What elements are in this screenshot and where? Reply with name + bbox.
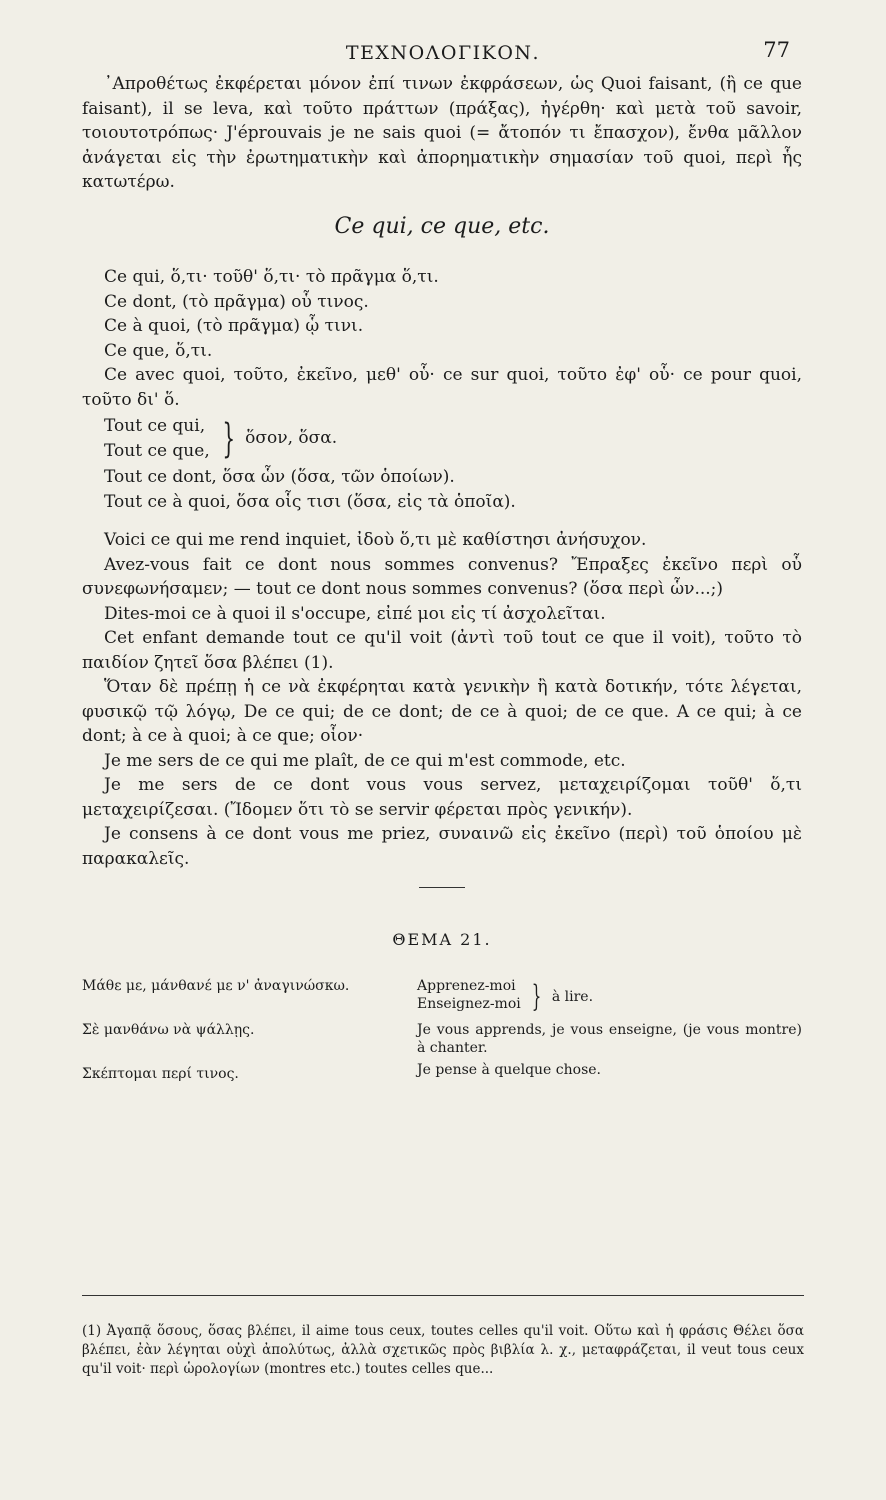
body-text xyxy=(82,72,802,1109)
ce-qui-list xyxy=(82,265,802,514)
list-item: Ce dont, (τὸ πρᾶγμα) οὗ τινος. xyxy=(104,291,369,312)
list-item: Ce qui, ὅ,τι· τοῦθ' ὅ,τι· τὸ πρᾶγμα ὅ,τι. xyxy=(104,267,439,287)
running-title: ΤΕΧΝΟΛΟΓΙΚΟΝ. xyxy=(345,42,541,64)
example-line: Je consens à ce dont vous me priez, συναινῶ εἰς ἐκεῖνο (περὶ) τοῦ ὁποίου μὲ παρακαλεῖς. xyxy=(82,824,802,869)
separator xyxy=(419,887,465,888)
exercise-table xyxy=(82,977,802,1109)
tout-ce-group xyxy=(82,414,802,463)
example-line: Ὅταν δὲ πρέπῃ ἡ ce νὰ ἐκφέρηται κατὰ γενικὴν ἢ κατὰ δοτικήν, τότε λέγεται, φυσικῷ τῷ λόγῳ, De ce qui; de ce dont; de ce à quoi; de ce que. A ce qui; à ce dont; à ce à quoi; à ce que; οἷον· xyxy=(82,677,802,746)
exercise-greek-line: Σὲ μανθάνω νὰ ψάλλῃς. xyxy=(82,1021,255,1038)
example-line: Je me sers de ce dont vous vous servez, μεταχειρίζομαι τοῦθ' ὅ,τι μεταχειρίζεσαι. (Ἴδομεν ὅτι τὸ se servir φέρεται πρὸς γενικήν). xyxy=(82,775,802,820)
avec-line: Ce avec quoi, τοῦτο, ἐκεῖνο, μεθ' οὗ· ce sur quoi, τοῦτο ἐφ' οὗ· ce pour quoi, τοῦτο δι' ὅ. xyxy=(82,365,802,410)
page-header xyxy=(0,38,886,68)
exercise-greek-column xyxy=(82,977,417,1109)
group-gloss: ὅσον, ὅσα. xyxy=(245,428,338,449)
intro-paragraph: ᾿Απροθέτως ἐκφέρεται μόνον ἐπί τινων ἐκφράσεων, ὡς Quoi faisant, (ἢ ce que faisant), il se leva, καὶ τοῦτο πράττων (πράξας), ἠγέρθη· καὶ μετὰ τοῦ savoir, τοιουτοτρόπως· J'éprouvais je ne sais quoi (= ἄτοπόν τι ἔπασχον), ἔνθα μᾶλλον ἀνάγεται εἰς τὴν ἐρωτηματικὴν καὶ ἀπορηματικὴν σημασίαν τοῦ quoi, περὶ ἧς κατωτέρω. xyxy=(82,74,802,192)
exercise-greek-line: Μάθε με, μάνθανέ με ν' ἀναγινώσκω. xyxy=(82,977,350,994)
list-item: Tout ce dont, ὅσα ὧν (ὅσα, τῶν ὁποίων). xyxy=(104,467,455,487)
brace-icon: } xyxy=(222,415,235,462)
exercise-title: ΘΕΜΑ 21. xyxy=(392,930,492,949)
exercise-greek-line: Σκέπτομαι περί τινος. xyxy=(82,1065,239,1082)
example-line: Avez-vous fait ce dont nous sommes convenus? Ἔπραξες ἐκεῖνο περὶ οὗ συνεφωνήσαμεν; — tout ce dont nous sommes convenus? (ὅσα περὶ ὧν...;) xyxy=(82,554,802,599)
group-line: Tout ce qui, xyxy=(104,416,206,436)
group-line: Tout ce que, xyxy=(104,440,210,461)
example-line: Cet enfant demande tout ce qu'il voit (ἀντὶ τοῦ tout ce que il voit), τοῦτο τὸ παιδίον ζητεῖ ὅσα βλέπει (1). xyxy=(82,628,802,673)
page-number: 77 xyxy=(763,38,790,62)
exercise-french-column xyxy=(417,977,802,1109)
example-line: Dites-moi ce à quoi il s'occupe, εἰπέ μοι εἰς τί ἀσχολεῖται. xyxy=(104,603,606,624)
footnote: (1) Ἀγαπᾷ ὅσους, ὅσας βλέπει, il aime tous ceux, toutes celles qu'il voit. Οὕτω καὶ ἡ φράσις Θέλει ὅσα βλέπει, ἐὰν λέγηται οὐχὶ ἀπολύτως, ἀλλὰ σχετικῶς πρὸς βιβλία λ. χ., μεταφράζεται, il veut tous ceux qu'il voit· περὶ ὡρολογίων (montres etc.) toutes celles que... xyxy=(82,1322,804,1377)
exercise-french-line: Enseignez-moi xyxy=(417,995,521,1012)
section-title: Ce qui, ce que, etc. xyxy=(334,213,550,239)
list-item: Ce à quoi, (τὸ πρᾶγμα) ᾧ τινι. xyxy=(104,316,364,336)
footnote-rule xyxy=(82,1295,804,1296)
brace-icon: } xyxy=(531,978,542,1014)
exercise-french-line: Apprenez-moi xyxy=(417,977,516,994)
example-line: Voici ce qui me rend inquiet, ἰδοὺ ὅ,τι μὲ καθίστησι ἀνήσυχον. xyxy=(104,530,647,550)
exercise-french-line: Je vous apprends, je vous enseigne, (je vous montre) à chanter. xyxy=(417,1021,802,1056)
exercise-french-gloss: à lire. xyxy=(551,988,594,1005)
exercise-brace-row xyxy=(417,977,802,1017)
example-line: Je me sers de ce qui me plaît, de ce qui m'est commode, etc. xyxy=(104,750,626,771)
list-item: Tout ce à quoi, ὅσα οἷς τισι (ὅσα, εἰς τὰ ὁποῖα). xyxy=(104,491,516,512)
list-item: Ce que, ὅ,τι. xyxy=(104,340,213,361)
exercise-french-line: Je pense à quelque chose. xyxy=(417,1061,601,1078)
